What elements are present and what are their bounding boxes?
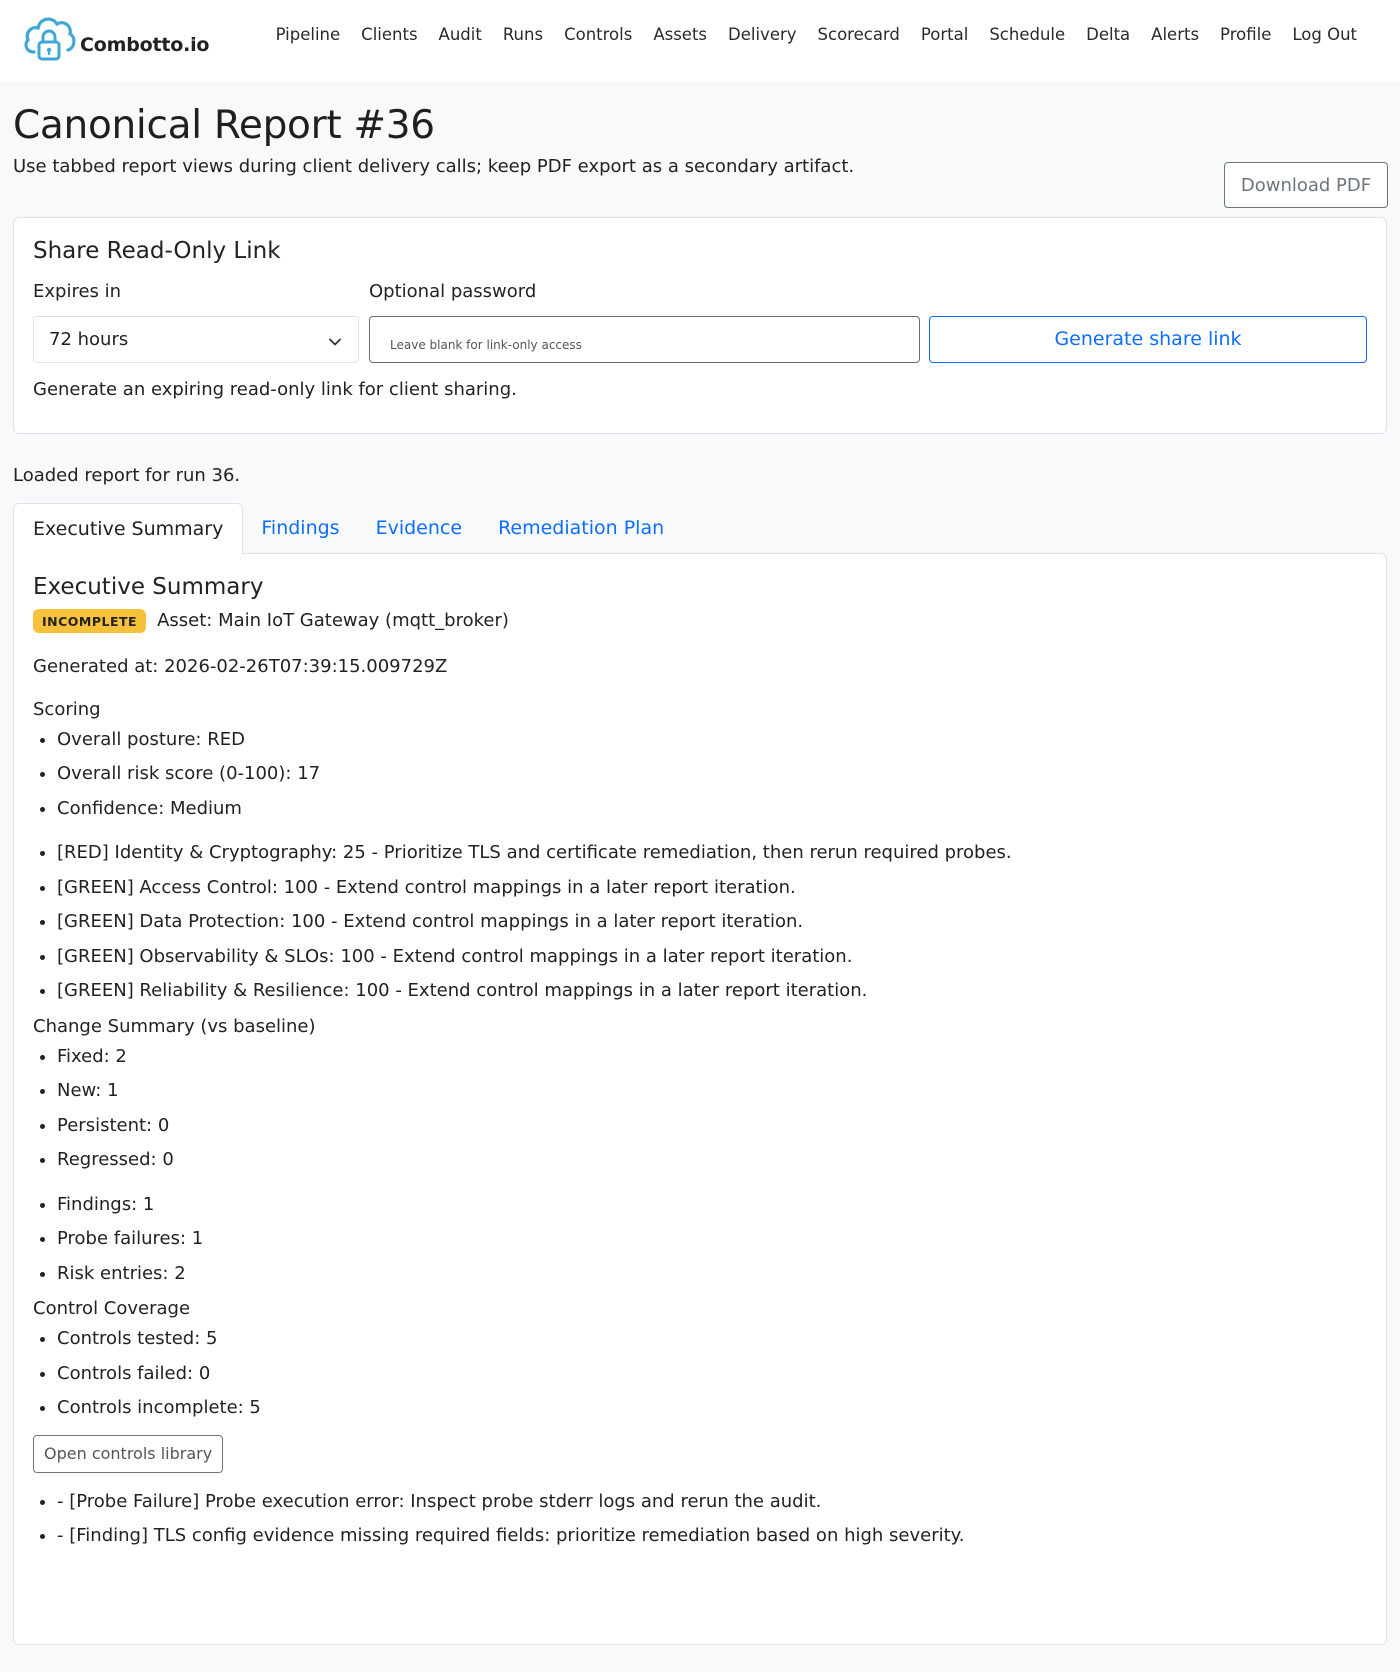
list-item: • Probe failures: 1 bbox=[57, 1222, 1367, 1257]
generate-share-link-button[interactable]: Generate share link bbox=[929, 316, 1367, 363]
control-coverage-heading: Control Coverage bbox=[33, 1298, 191, 1320]
expires-label: Expires in bbox=[33, 280, 122, 302]
nav-controls[interactable]: Controls bbox=[564, 25, 633, 44]
password-input[interactable] bbox=[369, 316, 920, 363]
nav-clients[interactable]: Clients bbox=[361, 25, 418, 44]
nav-runs[interactable]: Runs bbox=[502, 25, 544, 44]
list-item: • [GREEN] Access Control: 100 - Extend control mappings in a later report iteration. bbox=[57, 871, 1367, 906]
status-message: Loaded report for run 36. bbox=[13, 464, 241, 486]
counts-list bbox=[33, 1188, 1367, 1292]
tab-executive-summary[interactable]: Executive Summary bbox=[13, 503, 243, 554]
executive-summary-panel bbox=[13, 553, 1387, 1645]
nav-assets[interactable]: Assets bbox=[653, 25, 708, 44]
notes-list bbox=[33, 1485, 1367, 1554]
domain-score-list bbox=[33, 836, 1367, 1009]
open-controls-library-button[interactable]: Open controls library bbox=[33, 1435, 223, 1473]
nav-alerts[interactable]: Alerts bbox=[1151, 25, 1200, 44]
download-pdf-button[interactable]: Download PDF bbox=[1224, 162, 1388, 208]
list-item: • Controls tested: 5 bbox=[57, 1322, 1367, 1357]
list-item: • Controls failed: 0 bbox=[57, 1357, 1367, 1392]
list-item: • Fixed: 2 bbox=[57, 1040, 1367, 1075]
password-label: Optional password bbox=[369, 280, 537, 302]
list-item: • - [Probe Failure] Probe execution error: Inspect probe stderr logs and rerun the audit. bbox=[57, 1485, 1367, 1520]
list-item: • New: 1 bbox=[57, 1074, 1367, 1109]
list-item: • [GREEN] Observability & SLOs: 100 - Extend control mappings in a later report iteration. bbox=[57, 940, 1367, 975]
status-badge: INCOMPLETE bbox=[33, 609, 146, 633]
list-item: • Confidence: Medium bbox=[57, 792, 1367, 827]
share-link-card bbox=[13, 217, 1387, 434]
expires-selected-value: 72 hours bbox=[49, 328, 129, 350]
list-item: • Overall posture: RED bbox=[57, 723, 1367, 758]
nav-portal[interactable]: Portal bbox=[920, 25, 969, 44]
nav-scorecard[interactable]: Scorecard bbox=[817, 25, 900, 44]
nav-delta[interactable]: Delta bbox=[1086, 25, 1131, 44]
nav-delivery[interactable]: Delivery bbox=[728, 25, 797, 44]
list-item: • [GREEN] Data Protection: 100 - Extend control mappings in a later report iteration. bbox=[57, 905, 1367, 940]
summary-meta bbox=[33, 609, 1367, 633]
top-navbar bbox=[0, 0, 1400, 81]
page-title: Canonical Report #36 bbox=[13, 103, 435, 148]
brand[interactable] bbox=[22, 12, 256, 70]
list-item: • Findings: 1 bbox=[57, 1188, 1367, 1223]
change-summary-heading: Change Summary (vs baseline) bbox=[33, 1015, 316, 1037]
expires-select[interactable] bbox=[33, 316, 359, 363]
tab-remediation-plan[interactable]: Remediation Plan bbox=[498, 517, 665, 540]
change-summary-list bbox=[33, 1040, 1367, 1178]
nav-schedule[interactable]: Schedule bbox=[989, 25, 1066, 44]
nav-log-out[interactable]: Log Out bbox=[1292, 25, 1357, 44]
main-content bbox=[0, 81, 1400, 1645]
cloud-lock-icon bbox=[22, 12, 76, 70]
list-item: • Risk entries: 2 bbox=[57, 1257, 1367, 1292]
chevron-down-icon bbox=[328, 333, 342, 354]
tab-findings[interactable]: Findings bbox=[261, 517, 340, 540]
page-subtitle: Use tabbed report views during client delivery calls; keep PDF export as a secondary artifact. bbox=[13, 155, 855, 177]
report-tabs bbox=[13, 503, 1387, 553]
list-item: • Regressed: 0 bbox=[57, 1143, 1367, 1178]
list-item: • [RED] Identity & Cryptography: 25 - Prioritize TLS and certificate remediation, then rerun required probes. bbox=[57, 836, 1367, 871]
nav-profile[interactable]: Profile bbox=[1220, 25, 1272, 44]
control-coverage-list bbox=[33, 1322, 1367, 1426]
list-item: • Persistent: 0 bbox=[57, 1109, 1367, 1144]
list-item: • Overall risk score (0-100): 17 bbox=[57, 757, 1367, 792]
summary-title: Executive Summary bbox=[33, 573, 264, 600]
scoring-list bbox=[33, 723, 1367, 827]
main-nav bbox=[276, 25, 1378, 44]
list-item: • [GREEN] Reliability & Resilience: 100 - Extend control mappings in a later report iteration. bbox=[57, 974, 1367, 1009]
list-item: • Controls incomplete: 5 bbox=[57, 1391, 1367, 1426]
scoring-heading: Scoring bbox=[33, 698, 101, 720]
nav-pipeline[interactable]: Pipeline bbox=[275, 25, 341, 44]
asset-label: Asset: Main IoT Gateway (mqtt_broker) bbox=[157, 610, 509, 632]
share-help-text: Generate an expiring read-only link for client sharing. bbox=[33, 378, 517, 400]
share-card-title: Share Read-Only Link bbox=[33, 237, 281, 264]
tab-evidence[interactable]: Evidence bbox=[375, 517, 463, 540]
nav-audit[interactable]: Audit bbox=[438, 25, 482, 44]
list-item: • - [Finding] TLS config evidence missing required fields: prioritize remediation based on high severity. bbox=[57, 1519, 1367, 1554]
brand-name: Combotto.io bbox=[80, 33, 210, 56]
generated-at: Generated at: 2026-02-26T07:39:15.009729Z bbox=[33, 655, 448, 677]
